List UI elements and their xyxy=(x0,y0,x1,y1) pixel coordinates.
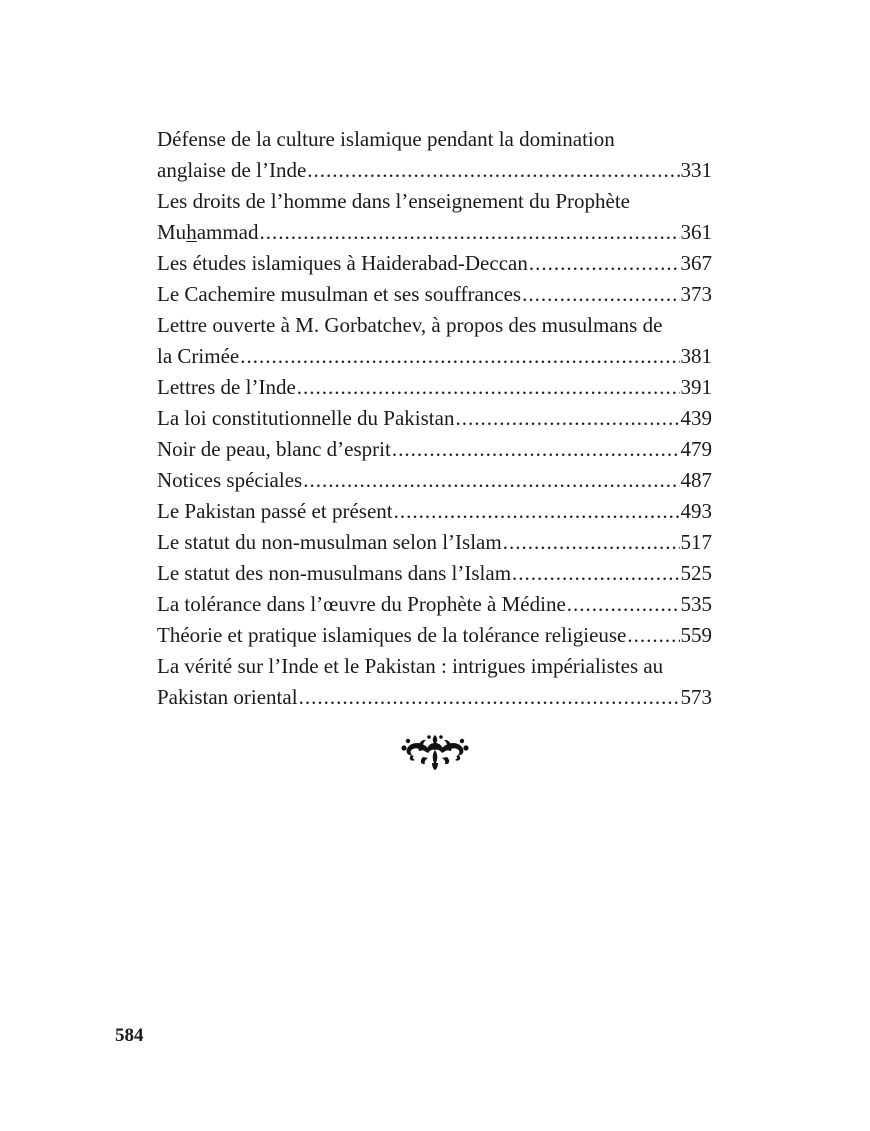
toc-entry[interactable] xyxy=(157,620,712,651)
toc-entry-title: Notices spéciales xyxy=(157,468,303,492)
toc-entry-page: 479 xyxy=(680,437,712,461)
dot-leader xyxy=(529,248,680,279)
toc-entry[interactable] xyxy=(157,124,712,186)
title-part: ammad xyxy=(196,220,259,244)
underlined-transliteration-letter: h xyxy=(186,220,197,244)
toc-entry-title: Le statut des non-musulmans dans l’Islam xyxy=(157,561,512,585)
toc-entry-title-line: La vérité sur l’Inde et le Pakistan : intrigues impérialistes au xyxy=(157,654,664,678)
toc-entry-title-end: anglaise de l’Inde xyxy=(157,158,307,182)
toc-entry-title: Les études islamiques à Haiderabad-Deccan xyxy=(157,251,528,275)
toc-entry-page: 517 xyxy=(680,530,712,554)
toc-entry-title: La tolérance dans l’œuvre du Prophète à Médine xyxy=(157,592,566,616)
dot-leader xyxy=(392,434,680,465)
toc-entry[interactable] xyxy=(157,248,712,279)
dot-leader xyxy=(307,155,679,186)
toc-entry-title: Le Cachemire musulman et ses souffrances xyxy=(157,282,522,306)
dot-leader xyxy=(512,558,679,589)
toc-entry[interactable] xyxy=(157,372,712,403)
toc-entry-page: 381 xyxy=(680,344,712,368)
dot-leader xyxy=(522,279,679,310)
toc-entry-page: 331 xyxy=(680,158,712,182)
page-number: 584 xyxy=(115,1025,144,1046)
title-part: Mu xyxy=(157,220,187,244)
toc-entry-page: 535 xyxy=(680,592,712,616)
floral-ornament-icon xyxy=(399,729,471,771)
toc-entry-title-end xyxy=(157,217,259,248)
toc-entry-title-line: Les droits de l’homme dans l’enseignement du Prophète xyxy=(157,189,630,213)
toc-entry-title-end: Pakistan oriental xyxy=(157,685,298,709)
toc-entry-title-line: Lettre ouverte à M. Gorbatchev, à propos des musulmans de xyxy=(157,313,663,337)
dot-leader xyxy=(303,465,679,496)
dot-leader xyxy=(567,589,680,620)
dot-leader xyxy=(299,682,680,713)
toc-entry-page: 373 xyxy=(680,282,712,306)
toc-entry-title-end: la Crimée xyxy=(157,344,240,368)
toc-entry[interactable] xyxy=(157,589,712,620)
dot-leader xyxy=(394,496,680,527)
toc-entry-title: Le Pakistan passé et présent xyxy=(157,499,393,523)
toc-entry-page: 367 xyxy=(680,251,712,275)
toc-entry[interactable] xyxy=(157,651,712,713)
toc-entry-page: 487 xyxy=(680,468,712,492)
toc-entry-page: 361 xyxy=(680,220,712,244)
toc-entry[interactable] xyxy=(157,186,712,248)
toc-entry-page: 391 xyxy=(680,375,712,399)
dot-leader xyxy=(297,372,680,403)
toc-entry[interactable] xyxy=(157,310,712,372)
toc-entry[interactable] xyxy=(157,465,712,496)
dot-leader xyxy=(455,403,679,434)
toc-entry[interactable] xyxy=(157,558,712,589)
dot-leader xyxy=(240,341,679,372)
toc-entry[interactable] xyxy=(157,496,712,527)
dot-leader xyxy=(627,620,679,651)
toc-entry[interactable] xyxy=(157,527,712,558)
dot-leader xyxy=(260,217,680,248)
toc-entry-title-line: Défense de la culture islamique pendant la domination xyxy=(157,127,615,151)
toc-entry-title: Théorie et pratique islamiques de la tolérance religieuse xyxy=(157,623,627,647)
toc-entry-page: 439 xyxy=(680,406,712,430)
toc-entry-page: 559 xyxy=(680,623,712,647)
table-of-contents xyxy=(157,124,712,713)
toc-entry-title: Lettres de l’Inde xyxy=(157,375,296,399)
toc-entry-title: Noir de peau, blanc d’esprit xyxy=(157,437,391,461)
toc-entry[interactable] xyxy=(157,434,712,465)
toc-entry-title: Le statut du non-musulman selon l’Islam xyxy=(157,530,502,554)
toc-entry[interactable] xyxy=(157,279,712,310)
toc-entry-title: La loi constitutionnelle du Pakistan xyxy=(157,406,455,430)
dot-leader xyxy=(503,527,680,558)
toc-entry-page: 493 xyxy=(680,499,712,523)
toc-entry-page: 573 xyxy=(680,685,712,709)
toc-entry-page: 525 xyxy=(680,561,712,585)
toc-entry[interactable] xyxy=(157,403,712,434)
